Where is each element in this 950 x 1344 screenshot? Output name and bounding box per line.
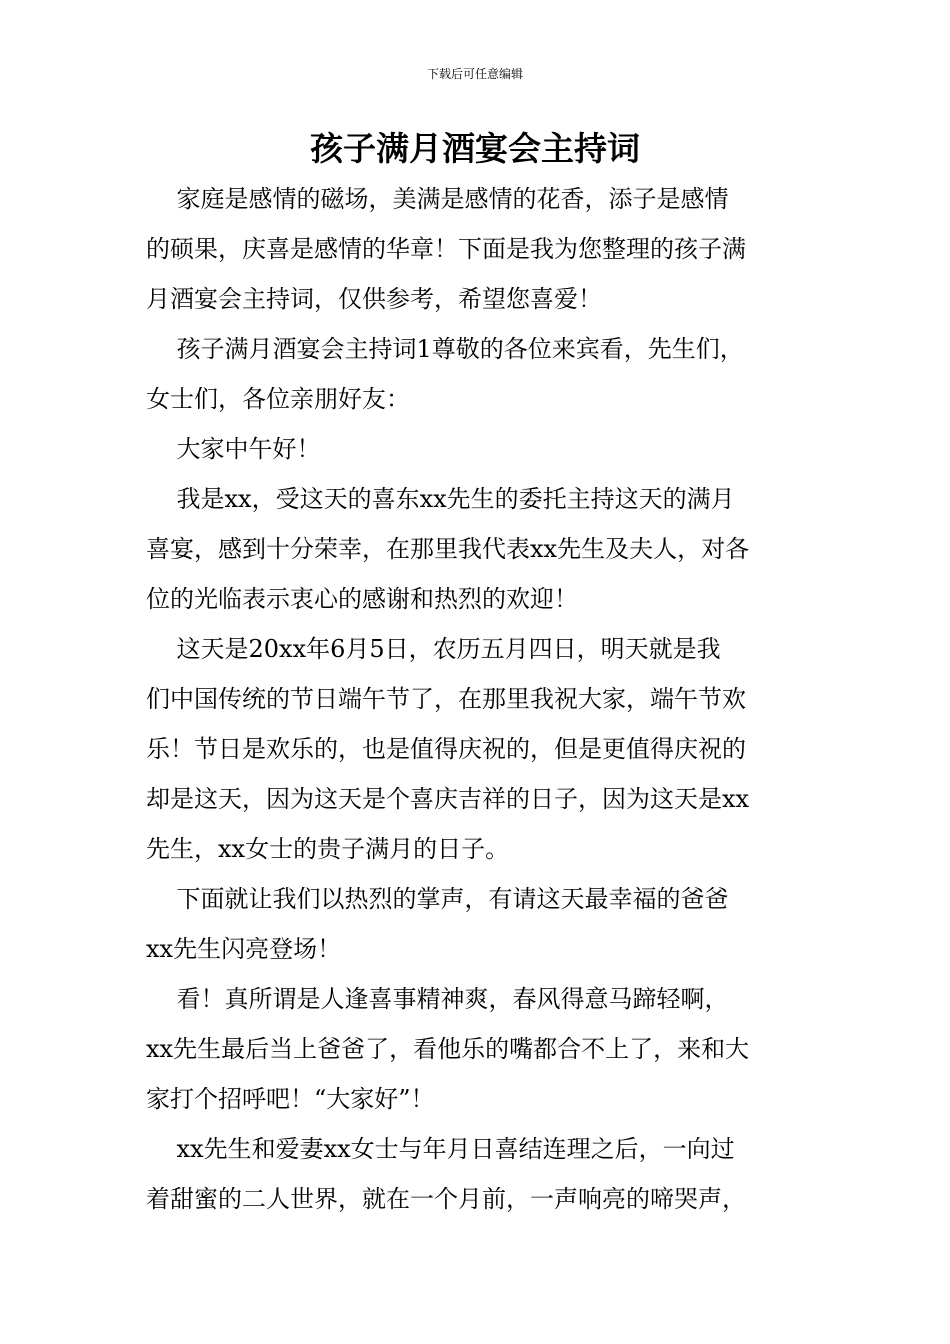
text-line: 喜宴，感到十分荣幸，在那里我代表xx先生及夫人，对各 (146, 535, 750, 563)
text-line: 先生，xx女士的贵子满月的日子。 (146, 835, 510, 863)
text-line: xx先生和爱妻xx女士与年月日喜结连理之后，一向过 (146, 1135, 735, 1163)
text-line: 月酒宴会主持词，仅供参考，希望您喜爱！ (146, 285, 602, 313)
text-line: 我是xx，受这天的喜东xx先生的委托主持这天的满月 (146, 485, 735, 513)
text-line: 位的光临表示衷心的感谢和热烈的欢迎！ (146, 585, 578, 613)
text-line: 却是这天，因为这天是个喜庆吉祥的日子，因为这天是xx (146, 785, 750, 813)
page-header-note: 下载后可任意编辑 (426, 67, 523, 81)
text-line: 家打个招呼吧！“大家好”！ (146, 1085, 435, 1113)
text-line: 这天是20xx年6月5日，农历五月四日，明天就是我 (146, 635, 721, 663)
text-line: 女士们，各位亲朋好友： (146, 385, 410, 413)
text-line: 家庭是感情的磁场，美满是感情的花香，添子是感情 (146, 185, 729, 213)
text-line: 们中国传统的节日端午节了，在那里我祝大家，端午节欢 (146, 685, 746, 713)
text-line: 乐！节日是欢乐的，也是值得庆祝的，但是更值得庆祝的 (146, 735, 746, 763)
text-line: 看！真所谓是人逢喜事精神爽，春风得意马蹄轻啊， (146, 985, 729, 1013)
text-line: xx先生最后当上爸爸了，看他乐的嘴都合不上了，来和大 (146, 1035, 750, 1063)
text-line: 大家中午好！ (146, 435, 321, 463)
text-line: 孩子满月酒宴会主持词1尊敬的各位来宾看，先生们， (146, 335, 744, 363)
text-line: xx先生闪亮登场！ (146, 935, 342, 963)
document-body (146, 174, 816, 1224)
document-title: 孩子满月酒宴会主持词 (310, 129, 640, 168)
text-line: 下面就让我们以热烈的掌声，有请这天最幸福的爸爸 (146, 885, 729, 913)
text-line: 着甜蜜的二人世界，就在一个月前，一声响亮的啼哭声， (146, 1185, 746, 1213)
text-line: 的硕果，庆喜是感情的华章！下面是我为您整理的孩子满 (146, 235, 746, 263)
